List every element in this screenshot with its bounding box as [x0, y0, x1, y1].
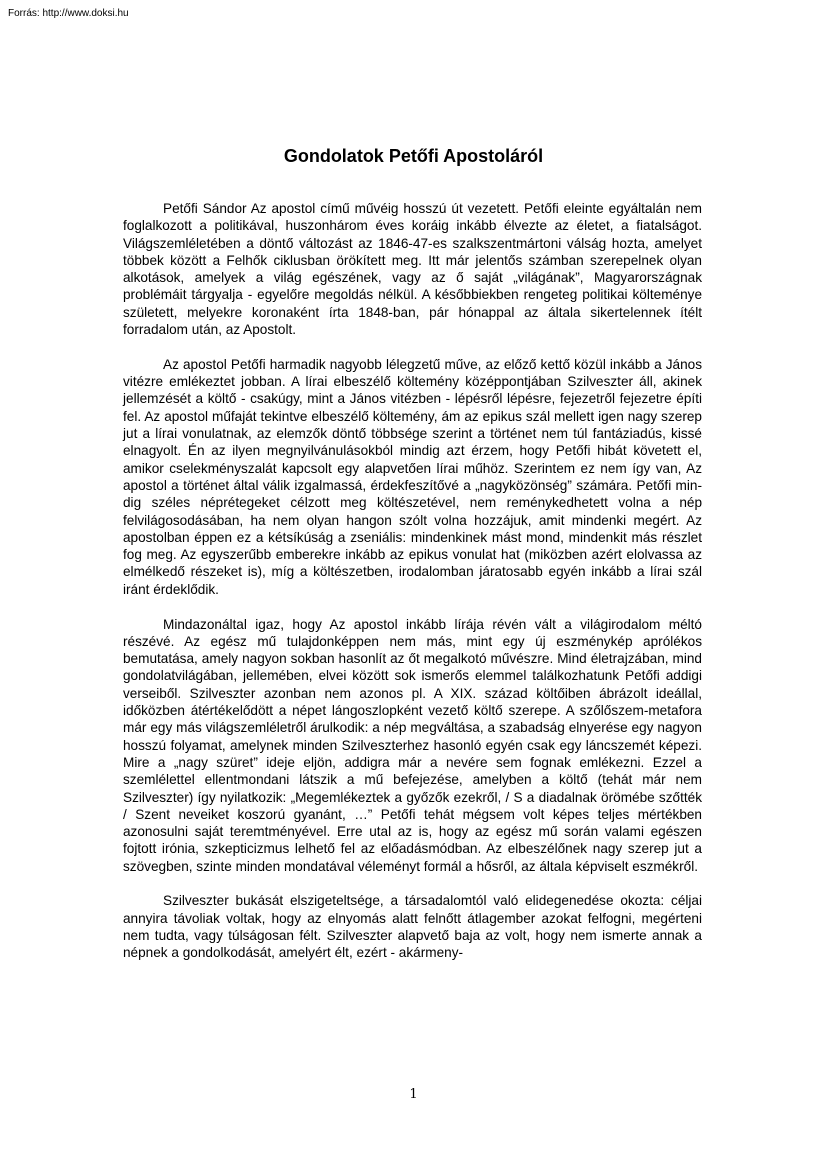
source-link[interactable]: http://www.doksi.hu [42, 8, 129, 19]
source-header [8, 8, 129, 20]
paragraph-3: Mindazonáltal igaz, hogy Az apostol inkább lírája révén vált a világirodalom méltó részévé. Az egész mű tulajdonképpen nem más, mint egy új eszménykép aprólékos bemutatása, amely nagyon sokban hasonlít az őt megalkotó művészre. Mind életrajzában, mind gondolatvilágában, jellemében, elvei között sok ismerős elemmel találkozhatunk Petőfi addigi verseiből. Szilveszter azonban nem azonos pl. A XIX. század költőiben ábrázolt ideállal, időközben átértékelődött a népet lángoszlopként vezető költő szerepe. A szőlőszem-metafora már egy más világszemléletről árulkodik: a nép megváltása, a szabadság elnyerése egy nagyon hosszú folyamat, amelynek minden Szilveszterhez hasonló egyén csak egy láncszemét képezi. Mire a „nagy szüret” ideje eljön, addigra már a nevére sem fognak emlékezni. Ezzel a szemlélettel ellentmondani látszik a mű befejezése, amelyben a költő (tehát már nem Szilveszter) így nyilatkozik: „Megemlékeztek a győzők ezekről, / S a diadalnak örömébe szőtték / Szent neveiket koszorú gyanánt, …” Petőfi tehát mégsem volt képes teljes mértékben azonosulni saját teremtményével. Erre utal az is, hogy az egész mű során valami egészen fojtott irónia, szkepticizmus lelhető fel az előadásmódban. Az elbeszélőnek nagy szerep jut a szövegben, szinte minden mondatával véleményt formál a hősről, az általa képviselt eszmékről. [123, 616, 702, 874]
paragraph-1: Petőfi Sándor Az apostol című művéig hosszú út vezetett. Petőfi eleinte egyáltalán nem foglalkozott a politikával, huszonhárom éves koráig inkább élvezte az életet, a fiatalságot. Világszemléletében a döntő változást az 1846-47-es szalkszentmártoni válság hozta, amelyet többek között a Felhők ciklusban örökített meg. Itt már jelentős számban szerepelnek olyan alkotások, amelyek a világ egészének, vagy az ő saját „világának”, Magyarországnak problémáit tárgyalja - egyelőre megoldás nélkül. A későbbiekben rengeteg politikai költeménye született, melyekre koronaként írta 1848-ban, pár hónappal az általa sikertelennek ítélt forradalom után, az Apostolt. [123, 201, 702, 338]
paragraph-2: Az apostol Petőfi harmadik nagyobb lélegzetű műve, az előző kettő közül inkább a János vitézre emlékeztet jobban. A lírai elbeszélő költemény középpontjában Szilveszter áll, akinek jellemzését a költő - csakúgy, mint a János vitézben - lépésről lépésre, fejezetről fejezetre építi fel. Az apostol műfaját tekintve elbeszélő költemény, ám az epikus szál mellett igen nagy szerep jut a lírai vonulatnak, az elemzők döntő többsége szerint a történet nem túl fantáziadús, kissé elnagyolt. Én az ilyen megnyilvánulásokból mindig azt érzem, hogy Petőfi hibát követett el, amikor cselekményszalát kapcsolt egy alapvetően lírai műhöz. Szerintem ez nem így van, Az apostol a történet által válik izgalmassá, érdekfeszítővé a „nagyközönség” számára. Petőfi mindig széles néprétegeket célzott meg költészetével, nem reménykedhetett volna a nép felvilágosodásában, ha nem olyan hangon szólt volna hozzájuk, amit mindenki megért. Az apostolban éppen ez a kétsíkúság a zseniális: mindenkinek mást mond, mindenkit más részlet fog meg. Az egyszerűbb emberekre inkább az epikus vonulat hat (miközben azért elolvassa az elmélkedő részeket is), míg a költészetben, irodalomban járatosabb egyén inkább a lírai szál iránt érdeklődik. [123, 356, 702, 597]
document-body [123, 200, 702, 979]
document-title: Gondolatok Petőfi Apostoláról [283, 146, 544, 166]
paragraph-4: Szilveszter bukását elszigeteltsége, a társadalomtól való elidegenedése okozta: céljai annyira távoliak voltak, hogy az elnyomás alatt felnőtt átlagember azokat felfogni, megérteni nem tudta, vagy túlságosan félt. Szilveszter alapvető baja az volt, hogy nem ismerte annak a népnek a gondolkodását, amelyért élt, ezért - akármeny- [123, 893, 702, 961]
page-number: 1 [409, 1087, 418, 1102]
source-label: Forrás: [8, 8, 40, 19]
